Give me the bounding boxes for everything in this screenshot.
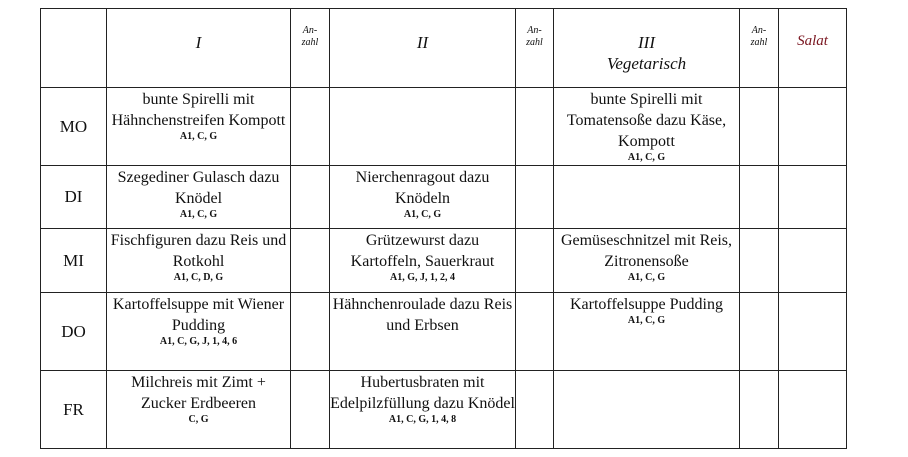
- row-thursday: [41, 293, 847, 371]
- dish-text: Grützewurst dazu Kartoffeln, Sauerkraut: [350, 232, 495, 270]
- header-row: [41, 9, 847, 88]
- dish-cell: [330, 88, 516, 166]
- row-friday: [41, 371, 847, 449]
- allergen-codes: A1, C, G: [179, 209, 218, 220]
- allergen-codes: A1, G, J, 1, 2, 4: [390, 272, 455, 283]
- dish-text: Gemüseschnitzel mit Reis, Zitronensoße: [560, 232, 733, 270]
- count-input[interactable]: [516, 371, 554, 449]
- header-menu-3: [554, 9, 740, 88]
- dish-cell: [330, 293, 516, 371]
- dish-text: Nierchenragout dazu Knödeln: [355, 169, 490, 207]
- dish-cell: [330, 371, 516, 449]
- allergen-codes: A1, C, G: [403, 209, 442, 220]
- dish-cell: [330, 166, 516, 229]
- allergen-codes: A1, C, D, G: [173, 272, 224, 283]
- dish-cell: [330, 229, 516, 293]
- header-menu-3-number: III: [638, 33, 655, 52]
- day-label: DI: [41, 166, 107, 229]
- salad-cell[interactable]: [779, 166, 847, 229]
- salad-cell[interactable]: [779, 229, 847, 293]
- count-input[interactable]: [291, 88, 330, 166]
- allergen-codes: A1, C, G: [627, 315, 666, 326]
- count-input[interactable]: [740, 88, 779, 166]
- count-input[interactable]: [516, 293, 554, 371]
- dish-cell: [107, 229, 291, 293]
- count-input[interactable]: [291, 293, 330, 371]
- header-count-2: An- zahl: [516, 9, 554, 88]
- allergen-codes: C, G: [188, 414, 209, 425]
- header-menu-2: II: [330, 9, 516, 88]
- dish-cell: [107, 371, 291, 449]
- dish-text: Kartoffelsuppe mit Wiener Pudding: [112, 296, 285, 334]
- count-input[interactable]: [291, 229, 330, 293]
- salad-cell[interactable]: [779, 293, 847, 371]
- count-input[interactable]: [740, 166, 779, 229]
- dish-cell: [554, 371, 740, 449]
- dish-text: bunte Spirelli mit Tomatensoße dazu Käse, Kompott: [566, 91, 727, 150]
- dish-text: Fischfiguren dazu Reis und Rotkohl: [110, 232, 287, 270]
- allergen-codes: A1, C, G: [627, 272, 666, 283]
- allergen-codes: A1, C, G, J, 1, 4, 6: [159, 336, 238, 347]
- menu-table: [40, 8, 847, 449]
- salad-cell[interactable]: [779, 88, 847, 166]
- day-label: MO: [41, 88, 107, 166]
- dish-cell: [554, 88, 740, 166]
- dish-cell: [554, 229, 740, 293]
- dish-text: Kartoffelsuppe Pudding: [569, 296, 723, 313]
- row-wednesday: [41, 229, 847, 293]
- day-label: DO: [41, 293, 107, 371]
- count-input[interactable]: [291, 371, 330, 449]
- header-salad: Salat: [779, 9, 847, 88]
- dish-text: Hubertusbraten mit Edelpilzfüllung dazu Knödel: [330, 374, 515, 412]
- allergen-codes: A1, C, G, 1, 4, 8: [388, 414, 457, 425]
- header-count-3: An- zahl: [740, 9, 779, 88]
- salad-cell[interactable]: [779, 371, 847, 449]
- count-input[interactable]: [516, 229, 554, 293]
- day-label: FR: [41, 371, 107, 449]
- header-menu-3-vegetarian: Vegetarisch: [606, 54, 687, 73]
- count-input[interactable]: [516, 166, 554, 229]
- dish-cell: [554, 293, 740, 371]
- dish-cell: [107, 293, 291, 371]
- header-count-1: An- zahl: [291, 9, 330, 88]
- dish-cell: [554, 166, 740, 229]
- dish-text: bunte Spirelli mit Hähnchenstreifen Kompott: [111, 91, 286, 129]
- count-input[interactable]: [291, 166, 330, 229]
- dish-text: Szegediner Gulasch dazu Knödel: [117, 169, 280, 207]
- count-input[interactable]: [740, 229, 779, 293]
- row-monday: [41, 88, 847, 166]
- row-tuesday: [41, 166, 847, 229]
- allergen-codes: A1, C, G: [627, 152, 666, 163]
- dish-cell: [107, 88, 291, 166]
- allergen-codes: A1, C, G: [179, 131, 218, 142]
- count-input[interactable]: [740, 371, 779, 449]
- count-input[interactable]: [740, 293, 779, 371]
- header-empty-cell: [41, 9, 107, 88]
- dish-text: Milchreis mit Zimt + Zucker Erdbeeren: [131, 374, 266, 412]
- count-input[interactable]: [516, 88, 554, 166]
- dish-cell: [107, 166, 291, 229]
- day-label: MI: [41, 229, 107, 293]
- dish-text: Hähnchenroulade dazu Reis und Erbsen: [332, 296, 513, 334]
- header-menu-1: I: [107, 9, 291, 88]
